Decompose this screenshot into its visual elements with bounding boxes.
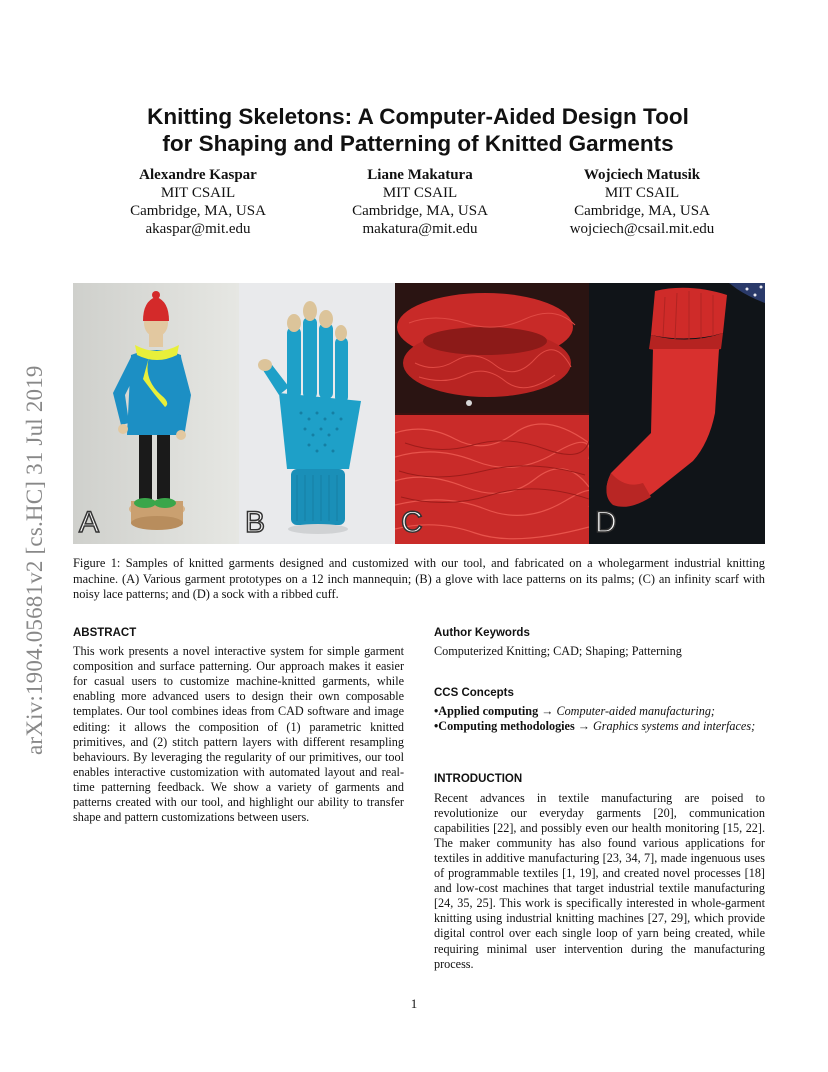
sock-illustration — [589, 283, 765, 544]
author-name: Wojciech Matusik — [583, 167, 701, 183]
figure-panel-c — [395, 283, 589, 544]
paper-title — [80, 103, 756, 157]
author-name: Alexandre Kaspar — [139, 167, 257, 183]
author-email[interactable]: makatura@mit.edu — [362, 221, 478, 237]
abstract-text: This work presents a novel interactive system for simple garment composition and surface patterning. Our approach makes it easier for casual users to customize machine-knitted garments, while enabling more advanced users to design their own composable templates. Our tool combines ideas from CAD software and image editing: it allows the composition of (1) parametric knitted primitives, and (2) stitch pattern layers with different resampling behaviours. By leveraging the regularity of our primitives, our tool enables interactive customization with automated layout and real-time patterning feedback. We show a variety of garments and patterns created with our tool, and highlight our ability to transfer shape and pattern customizations between users. — [73, 644, 404, 825]
author-block-1 — [83, 166, 313, 238]
author-location: Cambridge, MA, USA — [574, 203, 710, 219]
author-block-2 — [305, 166, 535, 238]
introduction-heading: INTRODUCTION — [434, 773, 523, 786]
introduction-text: Recent advances in textile manufacturing are poised to revolutionize our everyday garments [20], communication capabilities [22], and possibly even our health monitoring [15, 22]. The maker community has also found various applications for textiles in additive manufacturing [23, 34, 7], made ingenuous uses of programmable textiles [1, 19], and created novel processes [18] and low-cost machines that target industrial textile manufacturing [24, 35, 25]. This work is specifically interested in whole-garment knitting using industrial knitting machines [27, 29], which provide digital control over each single loop of yarn being created, while requiring minimal user intervention during the manufacturing process. — [434, 790, 765, 971]
figure-1 — [73, 283, 765, 544]
author-name: Liane Makatura — [367, 167, 473, 183]
figure-panel-a — [73, 283, 239, 544]
author-location: Cambridge, MA, USA — [130, 203, 266, 219]
arxiv-identifier: arXiv:1904.05681v2 [cs.HC] 31 Jul 2019 — [22, 365, 47, 755]
ccs-item-2-category: •Computing methodologies — [434, 719, 575, 734]
abstract-heading: ABSTRACT — [73, 627, 137, 639]
ccs-item-1-arrow: → — [538, 704, 557, 719]
ccs-item-1-topic: Computer-aided manufacturing; — [556, 704, 715, 719]
right-column — [434, 626, 765, 972]
panel-label-c: C — [401, 506, 423, 539]
figure-panel-b — [239, 283, 395, 544]
panel-label-d: D — [595, 506, 617, 539]
title-line-1: Knitting Skeletons: A Computer-Aided Design Tool — [147, 104, 689, 129]
author-affiliation: MIT CSAIL — [604, 185, 680, 201]
panel-label-b: B — [245, 506, 266, 539]
author-affiliation: MIT CSAIL — [160, 185, 236, 201]
ccs-concepts — [434, 704, 765, 734]
ccs-item-2-topic: Graphics systems and interfaces; — [593, 719, 756, 734]
ccs-heading: CCS Concepts — [434, 687, 514, 700]
glove-illustration — [239, 283, 395, 544]
mannequin-illustration — [73, 283, 239, 544]
left-column — [73, 626, 404, 825]
author-email[interactable]: akaspar@mit.edu — [145, 221, 251, 237]
page-number: 1 — [410, 996, 418, 1011]
figure-panel-d — [589, 283, 765, 544]
panel-label-a: A — [79, 506, 100, 539]
ccs-item-1-category: •Applied computing — [434, 704, 539, 719]
author-email[interactable]: wojciech@csail.mit.edu — [569, 221, 715, 237]
keywords-heading: Author Keywords — [434, 627, 530, 639]
figure-caption: Figure 1: Samples of knitted garments designed and customized with our tool, and fabricated on a wholegarment industrial knitting machine. (A) Various garment prototypes on a 12 inch mannequin; (B) a glove with lace patterns on its palms; (C) an infinity scarf with noisy lace patterns; and (D) a sock with a ribbed cuff. — [73, 556, 765, 601]
author-location: Cambridge, MA, USA — [352, 203, 488, 219]
ccs-item-2-arrow: → — [574, 719, 593, 734]
keywords-text: Computerized Knitting; CAD; Shaping; Patterning — [434, 644, 682, 659]
author-affiliation: MIT CSAIL — [382, 185, 458, 201]
scarf-illustration — [395, 283, 589, 544]
title-line-2: for Shaping and Patterning of Knitted Garments — [162, 131, 674, 156]
author-block-3 — [527, 166, 757, 238]
